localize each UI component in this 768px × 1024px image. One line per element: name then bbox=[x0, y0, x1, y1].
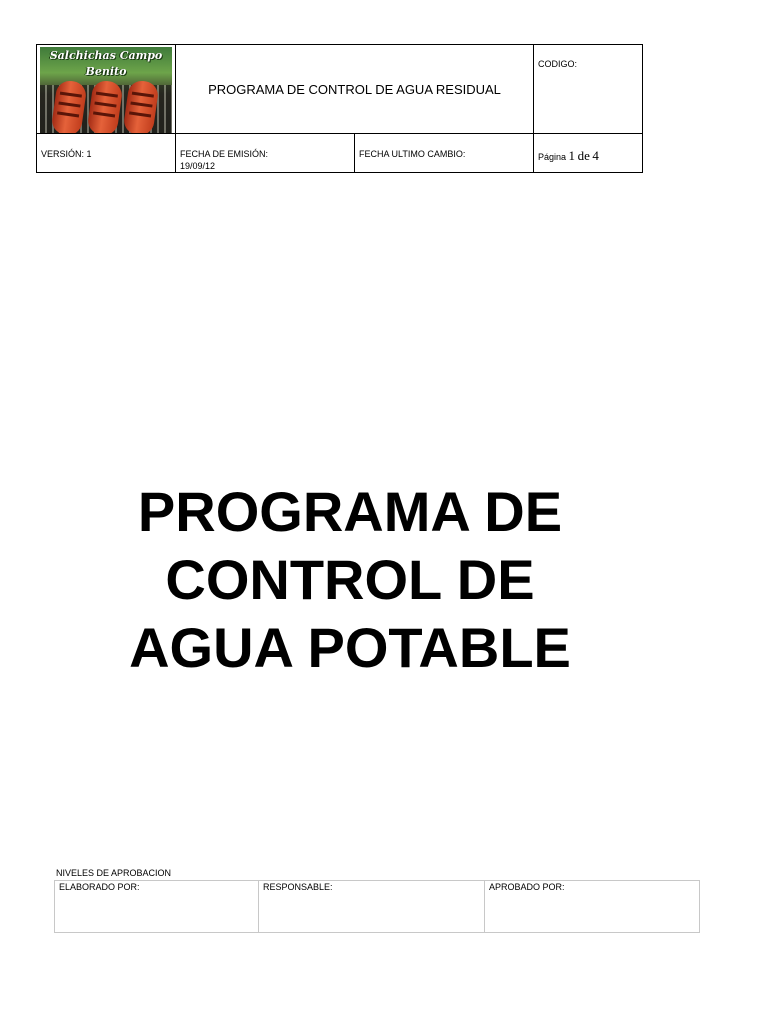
company-logo bbox=[40, 47, 172, 133]
fecha-emision-value: 19/09/12 bbox=[180, 161, 216, 171]
pagina-of: de bbox=[577, 148, 590, 163]
responsable-field: RESPONSABLE: bbox=[259, 881, 485, 933]
approval-levels-label: NIVELES DE APROBACION bbox=[56, 868, 172, 878]
version-label: VERSIÓN: 1 bbox=[37, 134, 176, 173]
logo-text-line1: Salchichas Campo bbox=[49, 49, 163, 62]
logo-cell bbox=[37, 45, 176, 134]
fecha-emision-cell bbox=[176, 134, 355, 173]
codigo-label: CODIGO: bbox=[534, 45, 643, 134]
document-header bbox=[36, 44, 643, 173]
page-number bbox=[534, 134, 643, 173]
elaborado-por-field: ELABORADO POR: bbox=[55, 881, 259, 933]
header-title: PROGRAMA DE CONTROL DE AGUA RESIDUAL bbox=[176, 45, 534, 134]
aprobado-por-field: APROBADO POR: bbox=[485, 881, 700, 933]
title-line1: PROGRAMA DE bbox=[137, 480, 563, 543]
pagina-total: 4 bbox=[592, 148, 599, 163]
title-line2: CONTROL DE bbox=[165, 548, 535, 611]
title-line3: AGUA POTABLE bbox=[129, 616, 571, 679]
logo-text-line2: Benito bbox=[85, 65, 127, 78]
pagina-current: 1 bbox=[568, 148, 576, 163]
pagina-label: Página bbox=[538, 152, 567, 162]
fecha-emision-label: FECHA DE EMISIÓN: bbox=[180, 149, 269, 159]
approval-table bbox=[54, 880, 700, 933]
fecha-cambio-label: FECHA ULTIMO CAMBIO: bbox=[355, 134, 534, 173]
document-title bbox=[60, 478, 640, 682]
